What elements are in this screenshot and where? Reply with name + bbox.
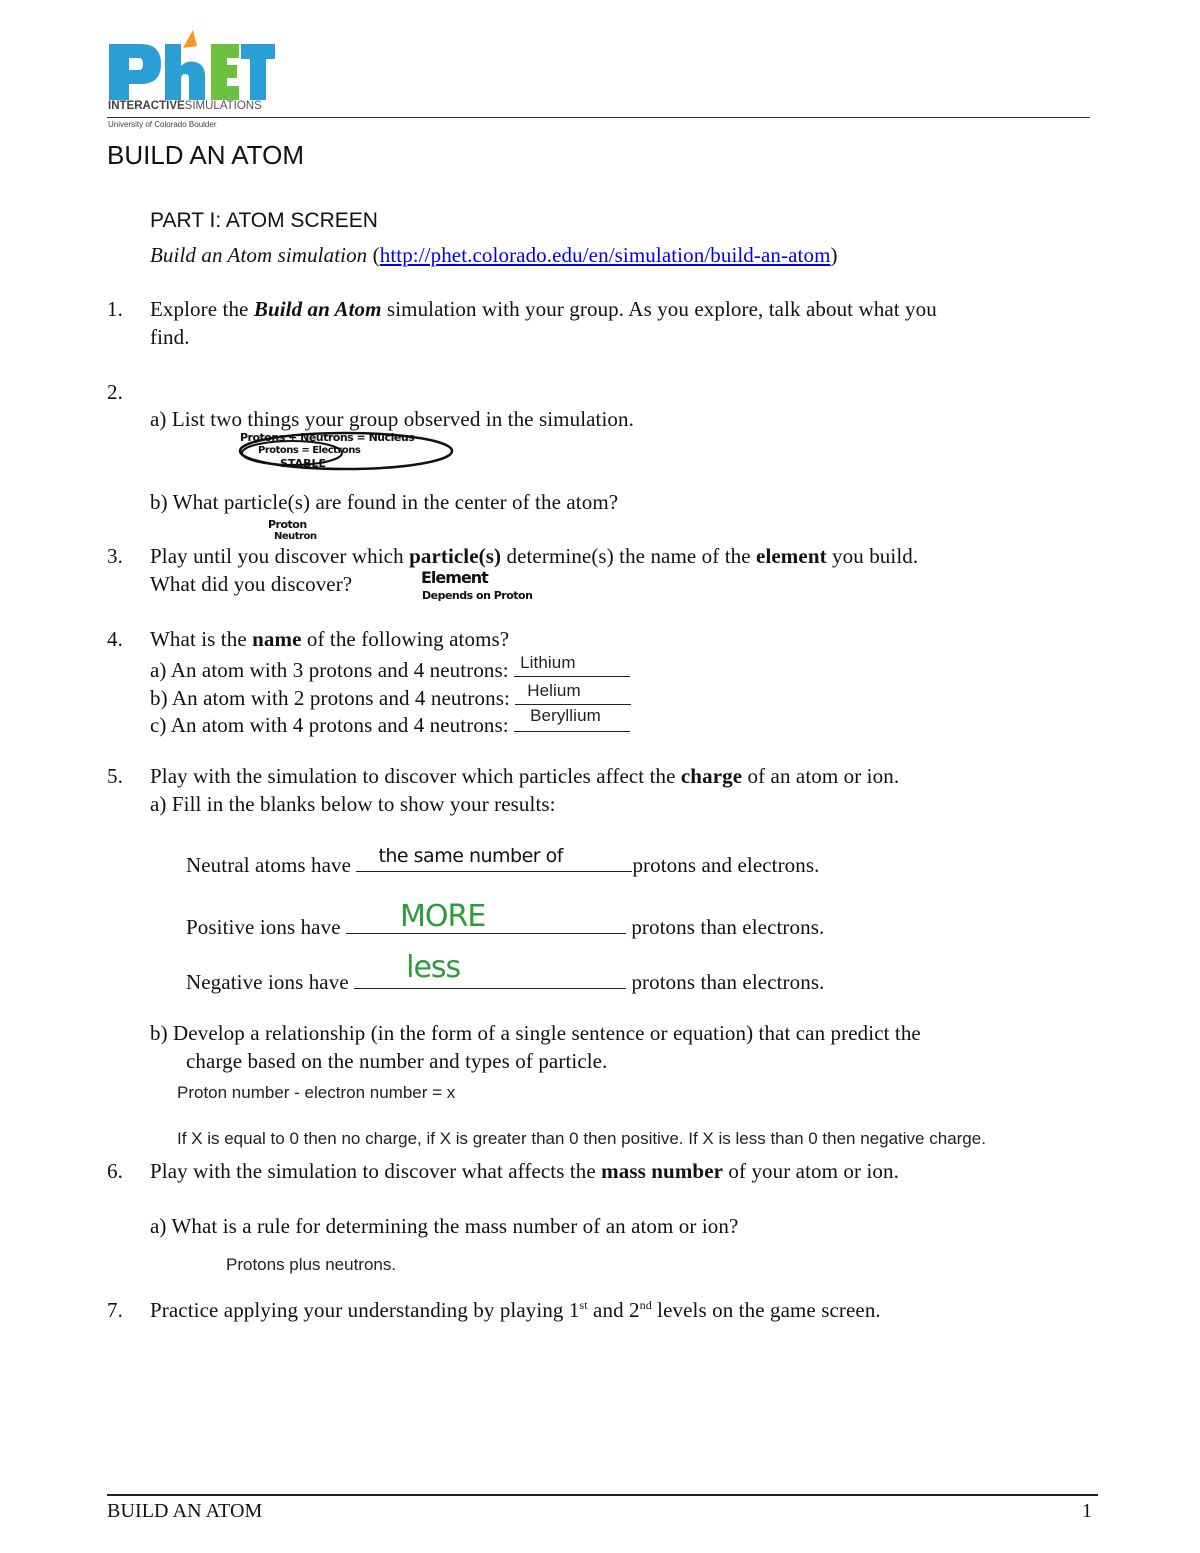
q5-neutral-pre: Neutral atoms have (186, 853, 357, 877)
q1-line2: find. (150, 325, 190, 349)
q1-pre: Explore the (150, 297, 254, 321)
q1-text (150, 297, 937, 322)
q3-bold2: element (756, 544, 827, 568)
q6-number: 6. (107, 1159, 123, 1183)
q4c-answer-field[interactable] (514, 706, 630, 732)
q3-line2: What did you discover? (150, 572, 353, 596)
q1-post: simulation with your group. As you explore, talk about what you (381, 297, 937, 321)
q5b-line2: charge based on the number and types of particle. (186, 1049, 608, 1073)
q3-hand-2: Depends on Proton (422, 589, 533, 602)
q6a-text: a) What is a rule for determining the mass number of an atom or ion? (150, 1214, 739, 1238)
sim-intro: Build an Atom simulation (150, 243, 368, 267)
q4-pre: What is the (150, 627, 253, 651)
q2a-text: a) List two things your group observed in the simulation. (150, 407, 634, 431)
q4-post: of the following atoms? (301, 627, 510, 651)
q5-bold: charge (680, 764, 743, 788)
footer-rule (107, 1494, 1098, 1496)
q5-neutral-answer: the same number of (378, 845, 563, 867)
logo-rocket-icon (183, 30, 197, 48)
q1-number: 1. (107, 297, 123, 321)
q5-positive-pre: Positive ions have (186, 915, 346, 939)
q6-bold: mass number (601, 1159, 724, 1183)
q2b-hand-2: Neutron (274, 531, 317, 542)
q7-text (150, 1298, 881, 1323)
q4b-answer-field[interactable] (515, 682, 631, 705)
q6-post: of your atom or ion. (723, 1159, 899, 1183)
q5-positive-answer: MORE (399, 899, 486, 934)
phet-logo (107, 28, 277, 130)
q5-number: 5. (107, 764, 123, 788)
q5b-answer-1: Proton number - electron number = x (177, 1083, 456, 1102)
q5-negative-post: protons than electrons. (626, 970, 825, 994)
q5-text (150, 764, 899, 789)
q2-number: 2. (107, 380, 123, 404)
q2a-hand-1: Protons + Neutrons = Nucleus (240, 431, 415, 444)
logo-p-shape (109, 44, 161, 100)
q5-positive-post: protons than electrons. (625, 915, 825, 939)
q2b-text: b) What particle(s) are found in the center of the atom? (150, 490, 619, 514)
q3-bold1: particle(s) (409, 544, 502, 568)
q5-neutral-field[interactable] (356, 845, 632, 872)
q5-positive-field[interactable] (346, 899, 626, 934)
q7-post: levels on the game screen. (651, 1298, 881, 1322)
q7-mid: and 2 (587, 1298, 640, 1322)
q5b-answer-2: If X is equal to 0 then no charge, if X is greater than 0 then positive. If X is less than 0 then negative charge. (177, 1129, 986, 1148)
q7-pre: Practice applying your understanding by playing 1 (150, 1298, 580, 1322)
q4c-answer: Beryllium (530, 706, 601, 725)
q5-negative-field[interactable] (354, 950, 626, 989)
header-rule (107, 117, 1090, 118)
q4-item-c (150, 706, 630, 738)
q4-number: 4. (107, 627, 123, 651)
q5-neutral-post: protons and electrons. (632, 853, 820, 877)
q4-text (150, 627, 509, 652)
phet-wordmark (107, 28, 277, 103)
q5-post: of an atom or ion. (742, 764, 900, 788)
logo-t-shape (241, 44, 275, 100)
q4-bold: name (252, 627, 302, 651)
document-title: BUILD AN ATOM (107, 140, 304, 170)
logo-h-shape (165, 44, 205, 100)
q3-pre: Play until you discover which (150, 544, 410, 568)
sim-intro-line: Build an Atom simulation (http://phet.colorado.edu/en/simulation/build-an-atom) (150, 243, 838, 267)
q4a-label: a) An atom with 3 protons and 4 neutrons: (150, 658, 515, 682)
logo-e-shape (211, 44, 239, 100)
q2a-hand-3: STABLE (280, 457, 326, 470)
q5-positive-line (186, 899, 825, 940)
q4c-label: c) An atom with 4 protons and 4 neutrons: (150, 713, 515, 737)
footer-page-number: 1 (1082, 1500, 1093, 1522)
q5-pre: Play with the simulation to discover which particles affect the (150, 764, 681, 788)
q1-bold: Build an Atom (253, 297, 382, 321)
q2b-hand-1: Proton (268, 518, 307, 531)
q5-neutral-line (186, 845, 820, 878)
q5a-text: a) Fill in the blanks below to show your results: (150, 792, 556, 816)
part-heading: PART I: ATOM SCREEN (150, 209, 378, 232)
sim-link[interactable]: http://phet.colorado.edu/en/simulation/build-an-atom (379, 243, 831, 267)
q6-pre: Play with the simulation to discover what affects the (150, 1159, 602, 1183)
q3-number: 3. (107, 544, 123, 568)
q2a-hand-2: Protons = Electrons (258, 445, 361, 456)
q4b-label: b) An atom with 2 protons and 4 neutrons: (150, 686, 516, 710)
q6a-answer: Protons plus neutrons. (226, 1255, 397, 1274)
q7-sup2: nd (639, 1298, 652, 1312)
logo-tagline (108, 100, 262, 112)
q3-hand-1: Element (421, 568, 488, 587)
q4b-answer: Helium (527, 681, 581, 700)
q3-mid: determine(s) the name of the (501, 544, 757, 568)
q5-negative-line (186, 950, 825, 995)
q5-negative-answer: less (406, 950, 461, 985)
footer-title: BUILD AN ATOM (107, 1500, 263, 1522)
q7-number: 7. (107, 1298, 123, 1322)
q5-negative-pre: Negative ions have (186, 970, 355, 994)
q4a-answer-field[interactable] (514, 654, 630, 677)
logo-university: University of Colorado Boulder (108, 120, 217, 129)
q3-text (150, 544, 918, 569)
q4-item-a (150, 654, 630, 683)
logo-tagline-bold: INTERACTIVE (108, 100, 185, 112)
q3-post: you build. (826, 544, 919, 568)
q5b-line1: b) Develop a relationship (in the form of a single sentence or equation) that can predict the (150, 1021, 921, 1045)
q6-text (150, 1159, 899, 1184)
logo-tagline-light: SIMULATIONS (184, 100, 262, 112)
q4a-answer: Lithium (520, 653, 576, 672)
q7-sup1: st (579, 1298, 588, 1312)
